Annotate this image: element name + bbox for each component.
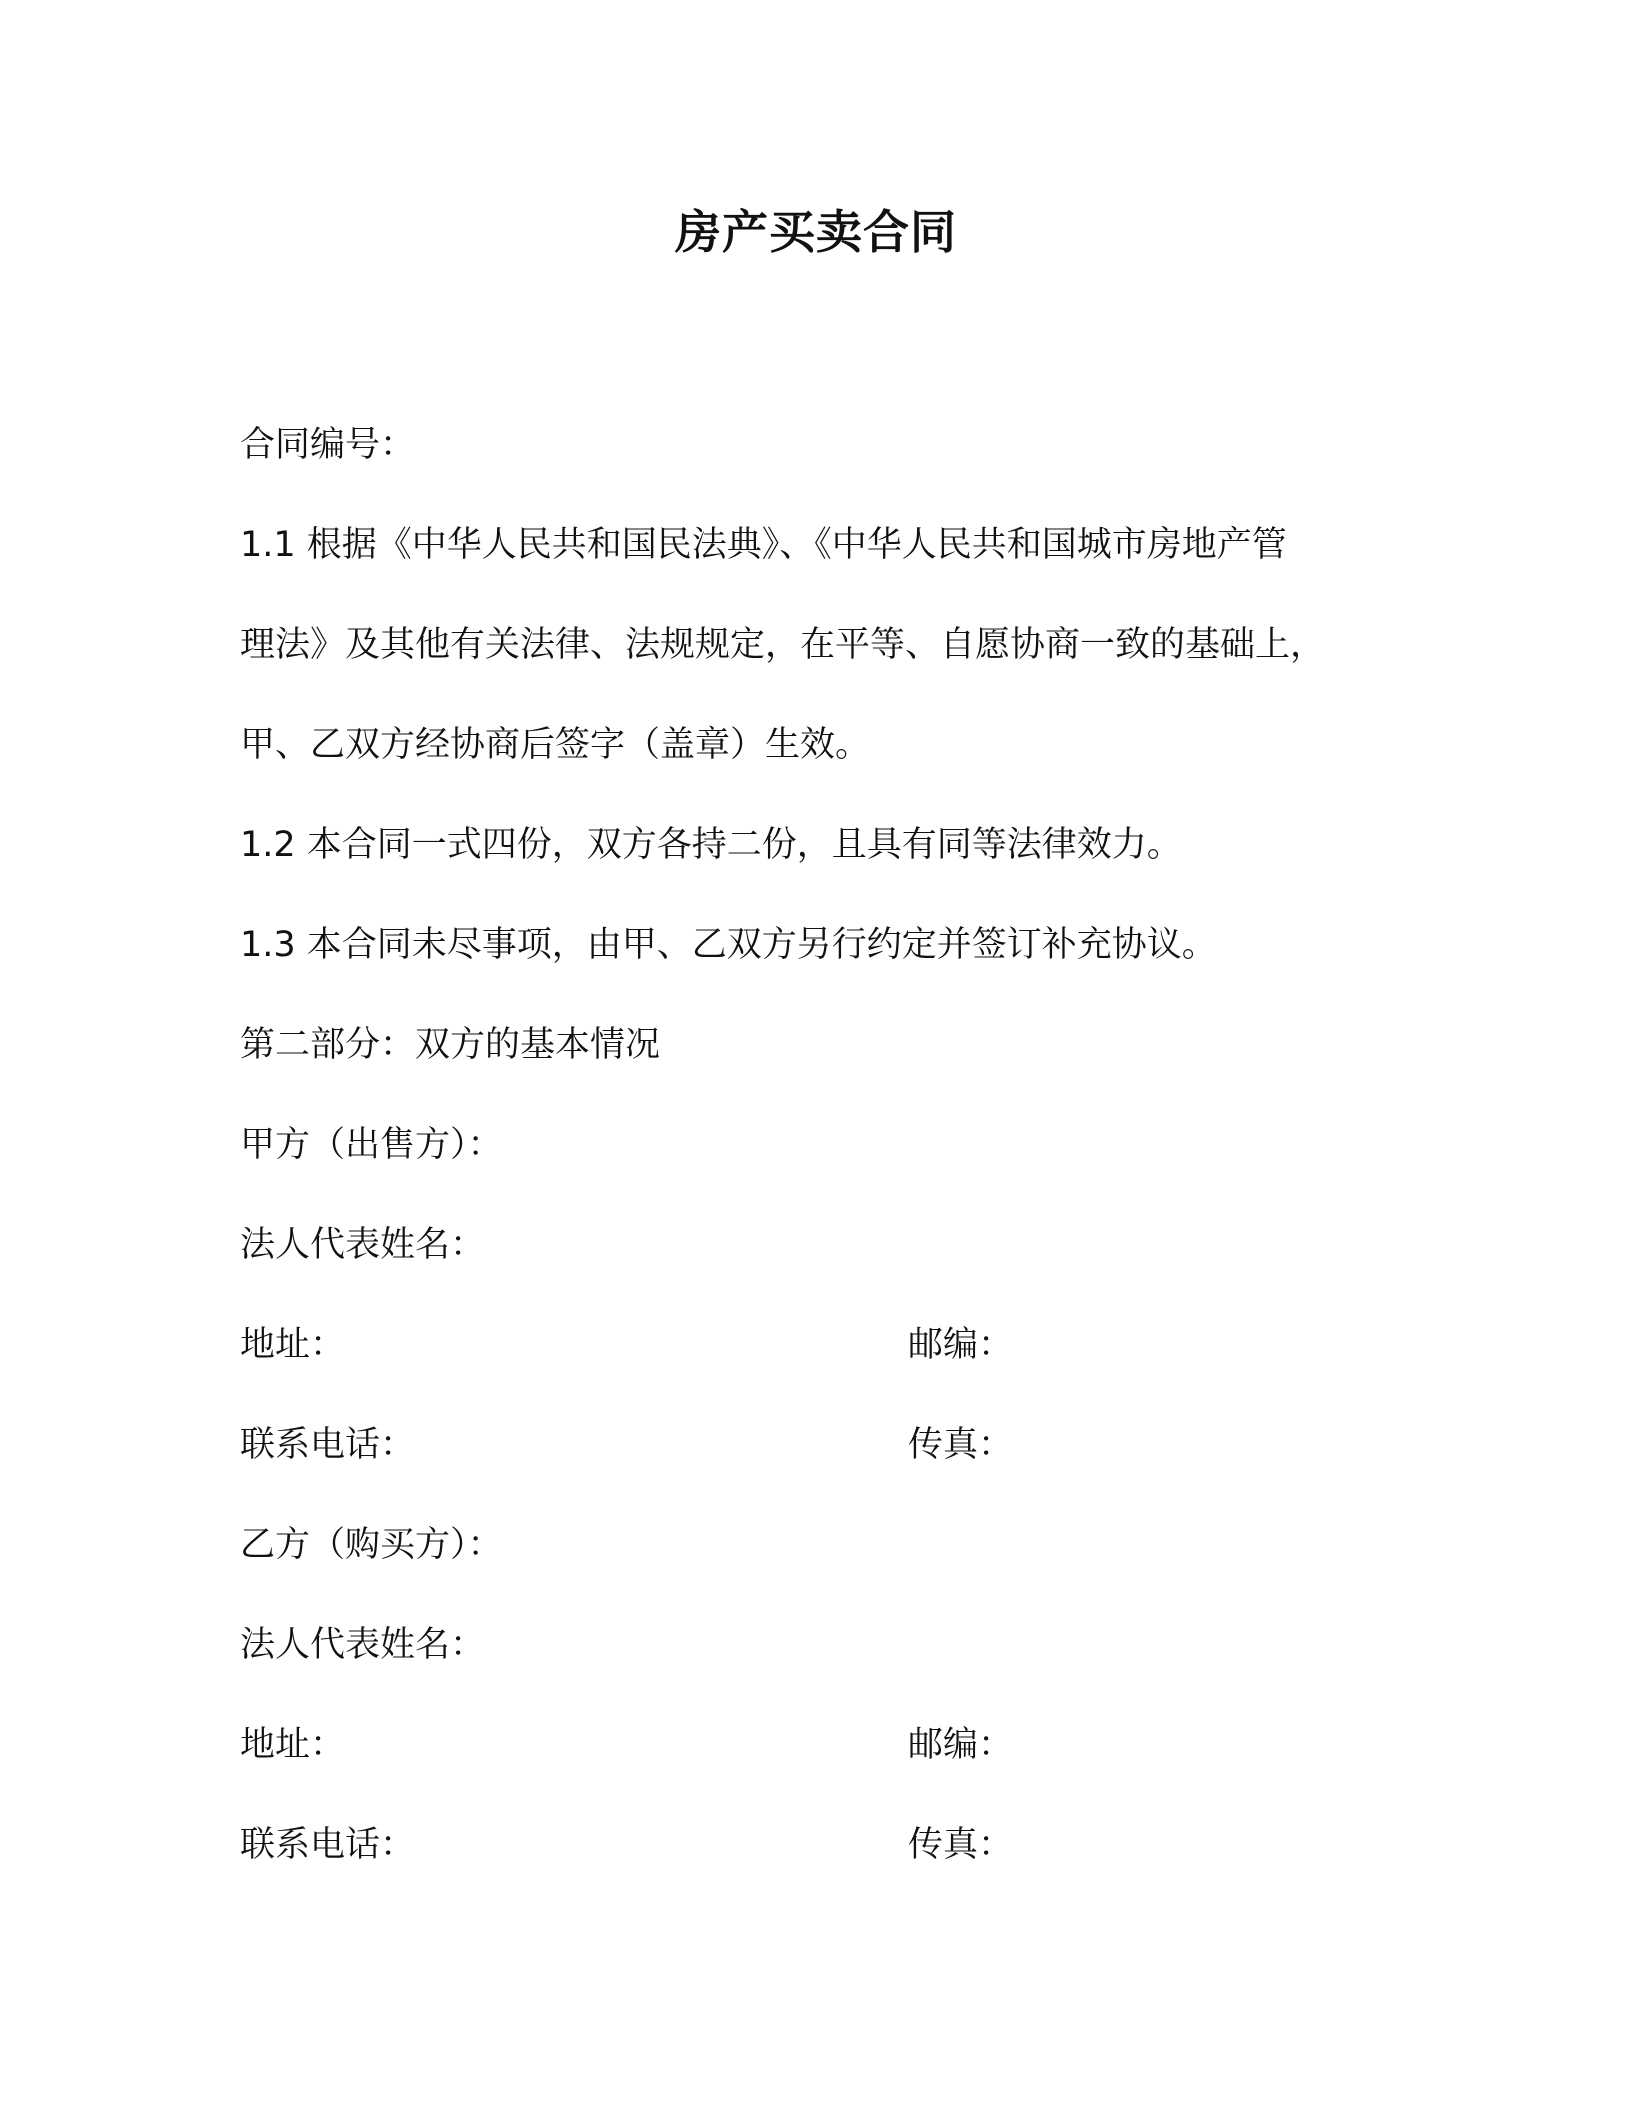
clause-1-1-line-2: 理法》及其他有关法律、法规规定，在平等、自愿协商一致的基础上， bbox=[240, 625, 1326, 665]
party-a-postcode-label: 邮编： bbox=[908, 1325, 1014, 1365]
clause-1-3: 1.3 本合同未尽事项，由甲、乙双方另行约定并签订补充协议。 bbox=[240, 925, 1217, 965]
party-b-phone-label: 联系电话： bbox=[240, 1825, 416, 1865]
clause-1-1-line-1: 1.1 根据《中华人民共和国民法典》、《中华人民共和国城市房地产管 bbox=[240, 525, 1287, 565]
party-a-phone-label: 联系电话： bbox=[240, 1425, 416, 1465]
party-b-postcode-label: 邮编： bbox=[908, 1725, 1014, 1765]
page-title: 房产买卖合同 bbox=[675, 205, 957, 259]
part-two-heading: 第二部分：双方的基本情况 bbox=[240, 1025, 661, 1065]
party-b-address-label: 地址： bbox=[240, 1725, 346, 1765]
party-a-fax-label: 传真： bbox=[908, 1425, 1014, 1465]
party-a-label: 甲方（出售方）： bbox=[240, 1125, 503, 1165]
party-a-legal-rep-label: 法人代表姓名： bbox=[240, 1225, 486, 1265]
party-b-legal-rep-label: 法人代表姓名： bbox=[240, 1625, 486, 1665]
party-a-address-label: 地址： bbox=[240, 1325, 346, 1365]
contract-number-label: 合同编号： bbox=[240, 425, 416, 465]
clause-1-1-line-3: 甲、乙双方经协商后签字（盖章）生效。 bbox=[240, 725, 871, 765]
party-b-fax-label: 传真： bbox=[908, 1825, 1014, 1865]
clause-1-2: 1.2 本合同一式四份，双方各持二份，且具有同等法律效力。 bbox=[240, 825, 1182, 865]
party-b-label: 乙方（购买方）： bbox=[240, 1525, 503, 1565]
